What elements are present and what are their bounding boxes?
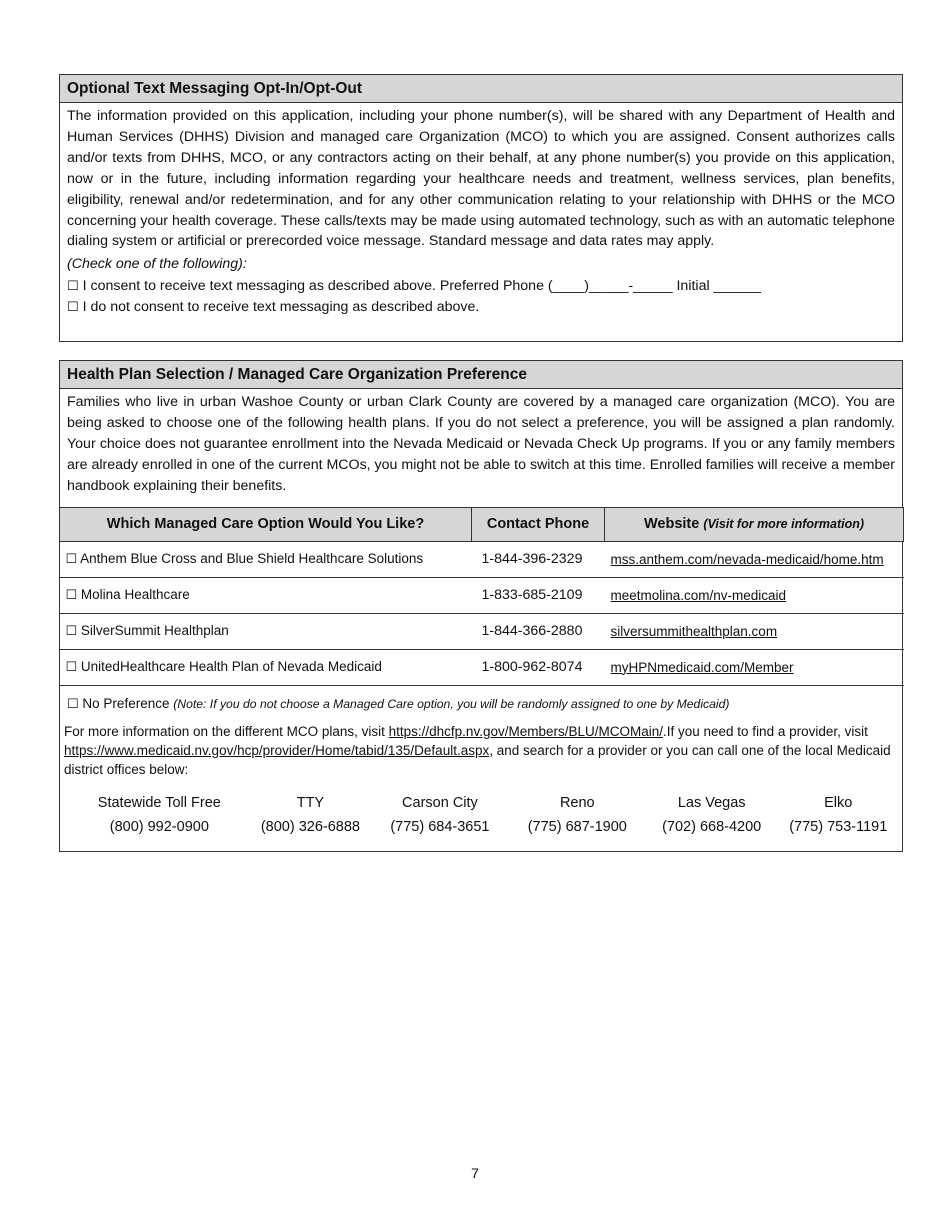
office-carson-city xyxy=(374,791,505,839)
mco-checkbox[interactable]: ☐ xyxy=(65,552,78,568)
mco-website-link[interactable]: myHPNmedicaid.com/Member xyxy=(605,649,904,685)
check-instruction: (Check one of the following): xyxy=(67,256,247,273)
mco-checkbox[interactable]: ☐ xyxy=(65,660,78,676)
office-phone: (800) 326-6888 xyxy=(260,818,360,835)
mco-table xyxy=(59,507,904,686)
office-phone: (702) 668-4200 xyxy=(662,818,762,835)
office-label: Carson City xyxy=(402,794,478,811)
office-phone: (775) 684-3651 xyxy=(390,818,490,835)
more-info-text-2: .If you need to find a provider, visit xyxy=(663,723,868,739)
office-label: Las Vegas xyxy=(677,794,746,811)
health-plan-section xyxy=(59,360,903,852)
mco-checkbox[interactable]: ☐ xyxy=(65,624,78,640)
health-plan-title: Health Plan Selection / Managed Care Organization Preference xyxy=(60,361,902,389)
office-statewide xyxy=(72,791,247,839)
col-website-header xyxy=(605,507,904,541)
mco-name: SilverSummit Healthplan xyxy=(80,623,229,639)
website-header-label: Website xyxy=(643,516,700,533)
mco-phone: 1-844-366-2880 xyxy=(472,613,605,649)
table-row xyxy=(60,541,904,577)
mco-option[interactable] xyxy=(60,541,472,577)
col-option-header: Which Managed Care Option Would You Like? xyxy=(60,507,472,541)
text-messaging-title: Optional Text Messaging Opt-In/Opt-Out xyxy=(60,75,902,103)
office-phone: (775) 753-1191 xyxy=(789,818,888,835)
mco-phone: 1-844-396-2329 xyxy=(472,541,605,577)
office-phone: (800) 992-0900 xyxy=(109,818,209,835)
office-tty xyxy=(247,791,375,839)
mco-checkbox[interactable]: ☐ xyxy=(65,588,78,604)
table-row xyxy=(60,649,904,685)
more-info-text-3: , and search for a provider or you can call one of the local Medicaid district offices below: xyxy=(64,742,891,777)
mco-website-link[interactable]: silversummithealthplan.com xyxy=(605,613,904,649)
mco-phone: 1-800-962-8074 xyxy=(472,649,605,685)
no-preference-label: No Preference xyxy=(82,695,170,711)
office-label: Elko xyxy=(824,794,853,811)
col-phone-header: Contact Phone xyxy=(472,507,605,541)
text-messaging-body: The information provided on this application, including your phone number(s), will be shared with any Department of Health and Human Services (DHHS) Division and managed care Organization (MCO) to which you are assigned. Consent authorizes calls and/or texts from DHHS, MCO, or any contractors acting on their behalf, at any phone number(s) you provide on this application, now or in the future, including information regarding your healthcare needs and treatment, wellness services, plan benefits, eligibility, renewal and/or redetermination, and for any other communication relating to your relationship with DHHS or the MCO concerning your health coverage. These calls/texts may be made using automated technology, such as with an automatic telephone dialing system or artificial or prerecorded voice message. Standard message and data rates may apply. xyxy=(67,108,895,250)
no-preference-note: (Note: If you do not choose a Managed Care option, you will be randomly assigned to one by Medicaid) xyxy=(173,696,730,711)
table-row xyxy=(60,613,904,649)
mco-name: UnitedHealthcare Health Plan of Nevada Medicaid xyxy=(80,659,382,675)
office-reno xyxy=(506,791,649,839)
text-messaging-section xyxy=(59,74,903,342)
website-header-note: (Visit for more information) xyxy=(703,517,865,532)
no-consent-label: I do not consent to receive text messaging as described above. xyxy=(82,299,480,316)
table-row xyxy=(60,577,904,613)
no-consent-checkbox[interactable]: ☐ xyxy=(67,300,79,316)
consent-option[interactable] xyxy=(60,276,902,297)
health-plan-body: Families who live in urban Washoe County or urban Clark County are covered by a managed care organization (MCO). You are being asked to choose one of the following health plans. If you do not select a preference, you will be assigned a plan randomly. Your choice does not guarantee enrollment into the Nevada Medicaid or Nevada Check Up programs. If you or any family members are already enrolled in one of the current MCOs, you might not be able to switch at this time. Enrolled families will receive a member handbook explaining their benefits. xyxy=(67,394,895,494)
no-consent-option[interactable] xyxy=(60,297,902,318)
mco-name: Molina Healthcare xyxy=(80,587,190,603)
consent-label: I consent to receive text messaging as described above. Preferred Phone (____)_____-_____ Initial ______ xyxy=(82,278,761,295)
office-phone: (775) 687-1900 xyxy=(527,818,627,835)
office-las-vegas xyxy=(649,791,775,839)
page-number: 7 xyxy=(471,1165,479,1181)
office-label: Reno xyxy=(559,794,595,811)
mco-option[interactable] xyxy=(60,613,472,649)
no-preference-option[interactable] xyxy=(60,686,902,714)
consent-checkbox[interactable]: ☐ xyxy=(67,279,79,295)
mco-table-header xyxy=(60,507,904,541)
office-label: Statewide Toll Free xyxy=(97,794,221,811)
mco-option[interactable] xyxy=(60,649,472,685)
provider-search-link[interactable]: https://www.medicaid.nv.gov/hcp/provider/Home/tabid/135/Default.aspx xyxy=(64,742,490,758)
mco-website-link[interactable]: meetmolina.com/nv-medicaid xyxy=(605,577,904,613)
district-offices xyxy=(60,779,902,839)
office-elko xyxy=(774,791,902,839)
office-label: TTY xyxy=(296,794,325,811)
no-preference-checkbox[interactable]: ☐ xyxy=(67,696,79,712)
mco-option[interactable] xyxy=(60,577,472,613)
more-info-text-1: For more information on the different MCO plans, visit xyxy=(64,723,389,739)
mco-phone: 1-833-685-2109 xyxy=(472,577,605,613)
mco-website-link[interactable]: mss.anthem.com/nevada-medicaid/home.htm xyxy=(605,541,904,577)
more-info-paragraph xyxy=(60,714,902,779)
mco-name: Anthem Blue Cross and Blue Shield Healthcare Solutions xyxy=(80,551,424,567)
mco-main-link[interactable]: https://dhcfp.nv.gov/Members/BLU/MCOMain/ xyxy=(388,723,663,739)
